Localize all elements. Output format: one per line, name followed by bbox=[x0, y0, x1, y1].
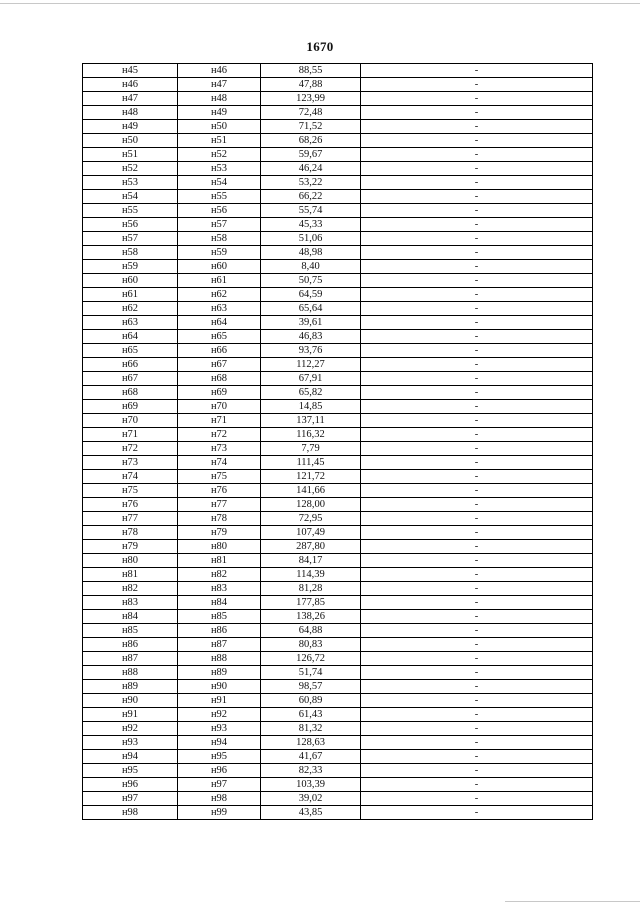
point-from-cell: н65 bbox=[83, 344, 178, 358]
point-to-cell: н49 bbox=[178, 106, 261, 120]
point-from-cell: н79 bbox=[83, 540, 178, 554]
point-to-cell: н72 bbox=[178, 428, 261, 442]
length-cell: 68,26 bbox=[261, 134, 361, 148]
length-cell: 64,59 bbox=[261, 288, 361, 302]
length-cell: 51,06 bbox=[261, 232, 361, 246]
point-from-cell: н46 bbox=[83, 78, 178, 92]
point-to-cell: н85 bbox=[178, 610, 261, 624]
point-from-cell: н93 bbox=[83, 736, 178, 750]
dash-cell: - bbox=[361, 764, 593, 778]
dash-cell: - bbox=[361, 260, 593, 274]
dash-cell: - bbox=[361, 372, 593, 386]
length-cell: 98,57 bbox=[261, 680, 361, 694]
length-cell: 64,88 bbox=[261, 624, 361, 638]
length-cell: 39,61 bbox=[261, 316, 361, 330]
point-from-cell: н63 bbox=[83, 316, 178, 330]
point-to-cell: н82 bbox=[178, 568, 261, 582]
point-from-cell: н73 bbox=[83, 456, 178, 470]
point-from-cell: н90 bbox=[83, 694, 178, 708]
point-from-cell: н86 bbox=[83, 638, 178, 652]
dash-cell: - bbox=[361, 218, 593, 232]
dash-cell: - bbox=[361, 120, 593, 134]
dash-cell: - bbox=[361, 540, 593, 554]
table-row bbox=[83, 316, 593, 330]
table-row bbox=[83, 722, 593, 736]
table-row bbox=[83, 806, 593, 820]
length-cell: 126,72 bbox=[261, 652, 361, 666]
table-row bbox=[83, 78, 593, 92]
length-cell: 114,39 bbox=[261, 568, 361, 582]
table-row bbox=[83, 470, 593, 484]
point-to-cell: н63 bbox=[178, 302, 261, 316]
table-row bbox=[83, 512, 593, 526]
dash-cell: - bbox=[361, 652, 593, 666]
point-to-cell: н74 bbox=[178, 456, 261, 470]
point-from-cell: н96 bbox=[83, 778, 178, 792]
length-cell: 80,83 bbox=[261, 638, 361, 652]
dash-cell: - bbox=[361, 148, 593, 162]
point-to-cell: н81 bbox=[178, 554, 261, 568]
dash-cell: - bbox=[361, 638, 593, 652]
table-row bbox=[83, 134, 593, 148]
table-row bbox=[83, 708, 593, 722]
dash-cell: - bbox=[361, 232, 593, 246]
point-to-cell: н76 bbox=[178, 484, 261, 498]
scan-edge-top bbox=[0, 3, 640, 4]
dash-cell: - bbox=[361, 92, 593, 106]
dash-cell: - bbox=[361, 288, 593, 302]
dash-cell: - bbox=[361, 134, 593, 148]
point-to-cell: н66 bbox=[178, 344, 261, 358]
point-to-cell: н91 bbox=[178, 694, 261, 708]
point-to-cell: н94 bbox=[178, 736, 261, 750]
length-cell: 82,33 bbox=[261, 764, 361, 778]
dash-cell: - bbox=[361, 596, 593, 610]
point-to-cell: н59 bbox=[178, 246, 261, 260]
point-to-cell: н68 bbox=[178, 372, 261, 386]
length-cell: 107,49 bbox=[261, 526, 361, 540]
point-from-cell: н83 bbox=[83, 596, 178, 610]
table-row bbox=[83, 64, 593, 78]
point-to-cell: н60 bbox=[178, 260, 261, 274]
point-from-cell: н82 bbox=[83, 582, 178, 596]
point-to-cell: н93 bbox=[178, 722, 261, 736]
table-row bbox=[83, 428, 593, 442]
point-from-cell: н50 bbox=[83, 134, 178, 148]
dash-cell: - bbox=[361, 568, 593, 582]
length-cell: 128,00 bbox=[261, 498, 361, 512]
point-from-cell: н60 bbox=[83, 274, 178, 288]
dash-cell: - bbox=[361, 512, 593, 526]
table-row bbox=[83, 610, 593, 624]
dash-cell: - bbox=[361, 414, 593, 428]
table-row bbox=[83, 638, 593, 652]
table-row bbox=[83, 666, 593, 680]
point-to-cell: н52 bbox=[178, 148, 261, 162]
table-row bbox=[83, 106, 593, 120]
length-cell: 72,95 bbox=[261, 512, 361, 526]
point-from-cell: н81 bbox=[83, 568, 178, 582]
point-to-cell: н61 bbox=[178, 274, 261, 288]
length-cell: 7,79 bbox=[261, 442, 361, 456]
point-to-cell: н96 bbox=[178, 764, 261, 778]
dash-cell: - bbox=[361, 498, 593, 512]
length-cell: 47,88 bbox=[261, 78, 361, 92]
point-to-cell: н73 bbox=[178, 442, 261, 456]
table-row bbox=[83, 372, 593, 386]
table-row bbox=[83, 498, 593, 512]
length-cell: 50,75 bbox=[261, 274, 361, 288]
page-number: 1670 bbox=[306, 39, 334, 54]
table-row bbox=[83, 456, 593, 470]
point-from-cell: н88 bbox=[83, 666, 178, 680]
table-row bbox=[83, 792, 593, 806]
dash-cell: - bbox=[361, 358, 593, 372]
length-cell: 65,64 bbox=[261, 302, 361, 316]
length-cell: 111,45 bbox=[261, 456, 361, 470]
length-cell: 81,32 bbox=[261, 722, 361, 736]
table-row bbox=[83, 246, 593, 260]
length-cell: 177,85 bbox=[261, 596, 361, 610]
point-from-cell: н95 bbox=[83, 764, 178, 778]
dash-cell: - bbox=[361, 610, 593, 624]
dash-cell: - bbox=[361, 344, 593, 358]
table-row bbox=[83, 400, 593, 414]
table-row bbox=[83, 148, 593, 162]
dash-cell: - bbox=[361, 484, 593, 498]
table-row bbox=[83, 694, 593, 708]
point-from-cell: н70 bbox=[83, 414, 178, 428]
dash-cell: - bbox=[361, 386, 593, 400]
length-cell: 72,48 bbox=[261, 106, 361, 120]
point-from-cell: н45 bbox=[83, 64, 178, 78]
length-cell: 60,89 bbox=[261, 694, 361, 708]
length-cell: 51,74 bbox=[261, 666, 361, 680]
table-row bbox=[83, 386, 593, 400]
length-cell: 123,99 bbox=[261, 92, 361, 106]
dash-cell: - bbox=[361, 204, 593, 218]
point-from-cell: н56 bbox=[83, 218, 178, 232]
table-row bbox=[83, 582, 593, 596]
point-to-cell: н92 bbox=[178, 708, 261, 722]
dash-cell: - bbox=[361, 526, 593, 540]
dash-cell: - bbox=[361, 442, 593, 456]
length-cell: 61,43 bbox=[261, 708, 361, 722]
point-from-cell: н59 bbox=[83, 260, 178, 274]
point-to-cell: н55 bbox=[178, 190, 261, 204]
point-from-cell: н55 bbox=[83, 204, 178, 218]
point-from-cell: н66 bbox=[83, 358, 178, 372]
table-row bbox=[83, 120, 593, 134]
dash-cell: - bbox=[361, 330, 593, 344]
point-from-cell: н74 bbox=[83, 470, 178, 484]
dash-cell: - bbox=[361, 554, 593, 568]
scan-edge-bottom bbox=[505, 901, 640, 902]
dash-cell: - bbox=[361, 428, 593, 442]
point-from-cell: н58 bbox=[83, 246, 178, 260]
point-from-cell: н64 bbox=[83, 330, 178, 344]
length-cell: 65,82 bbox=[261, 386, 361, 400]
point-to-cell: н54 bbox=[178, 176, 261, 190]
table-row bbox=[83, 218, 593, 232]
table-row bbox=[83, 232, 593, 246]
coordinates-table bbox=[82, 63, 593, 820]
table-row bbox=[83, 288, 593, 302]
table-row bbox=[83, 764, 593, 778]
length-cell: 88,55 bbox=[261, 64, 361, 78]
point-to-cell: н97 bbox=[178, 778, 261, 792]
table-row bbox=[83, 92, 593, 106]
point-to-cell: н98 bbox=[178, 792, 261, 806]
table-row bbox=[83, 652, 593, 666]
point-to-cell: н87 bbox=[178, 638, 261, 652]
point-to-cell: н89 bbox=[178, 666, 261, 680]
dash-cell: - bbox=[361, 302, 593, 316]
dash-cell: - bbox=[361, 680, 593, 694]
dash-cell: - bbox=[361, 400, 593, 414]
length-cell: 116,32 bbox=[261, 428, 361, 442]
point-to-cell: н80 bbox=[178, 540, 261, 554]
table-row bbox=[83, 330, 593, 344]
point-to-cell: н95 bbox=[178, 750, 261, 764]
point-from-cell: н53 bbox=[83, 176, 178, 190]
dash-cell: - bbox=[361, 190, 593, 204]
dash-cell: - bbox=[361, 792, 593, 806]
point-from-cell: н57 bbox=[83, 232, 178, 246]
table-row bbox=[83, 750, 593, 764]
table-row bbox=[83, 442, 593, 456]
length-cell: 46,24 bbox=[261, 162, 361, 176]
point-to-cell: н67 bbox=[178, 358, 261, 372]
dash-cell: - bbox=[361, 750, 593, 764]
length-cell: 112,27 bbox=[261, 358, 361, 372]
table-row bbox=[83, 176, 593, 190]
table-row bbox=[83, 414, 593, 428]
point-to-cell: н58 bbox=[178, 232, 261, 246]
table-row bbox=[83, 554, 593, 568]
table-row bbox=[83, 736, 593, 750]
point-to-cell: н88 bbox=[178, 652, 261, 666]
point-from-cell: н85 bbox=[83, 624, 178, 638]
point-to-cell: н83 bbox=[178, 582, 261, 596]
point-to-cell: н56 bbox=[178, 204, 261, 218]
dash-cell: - bbox=[361, 106, 593, 120]
point-from-cell: н67 bbox=[83, 372, 178, 386]
table-row bbox=[83, 540, 593, 554]
dash-cell: - bbox=[361, 176, 593, 190]
dash-cell: - bbox=[361, 778, 593, 792]
length-cell: 93,76 bbox=[261, 344, 361, 358]
point-to-cell: н64 bbox=[178, 316, 261, 330]
length-cell: 84,17 bbox=[261, 554, 361, 568]
dash-cell: - bbox=[361, 694, 593, 708]
length-cell: 141,66 bbox=[261, 484, 361, 498]
table-row bbox=[83, 344, 593, 358]
dash-cell: - bbox=[361, 470, 593, 484]
point-from-cell: н48 bbox=[83, 106, 178, 120]
point-from-cell: н91 bbox=[83, 708, 178, 722]
point-to-cell: н50 bbox=[178, 120, 261, 134]
dash-cell: - bbox=[361, 624, 593, 638]
dash-cell: - bbox=[361, 722, 593, 736]
point-to-cell: н77 bbox=[178, 498, 261, 512]
length-cell: 48,98 bbox=[261, 246, 361, 260]
table-row bbox=[83, 162, 593, 176]
length-cell: 121,72 bbox=[261, 470, 361, 484]
length-cell: 45,33 bbox=[261, 218, 361, 232]
table-row bbox=[83, 302, 593, 316]
length-cell: 14,85 bbox=[261, 400, 361, 414]
length-cell: 67,91 bbox=[261, 372, 361, 386]
length-cell: 103,39 bbox=[261, 778, 361, 792]
point-to-cell: н70 bbox=[178, 400, 261, 414]
point-to-cell: н78 bbox=[178, 512, 261, 526]
point-from-cell: н51 bbox=[83, 148, 178, 162]
table-row bbox=[83, 526, 593, 540]
dash-cell: - bbox=[361, 582, 593, 596]
table-row bbox=[83, 190, 593, 204]
table-row bbox=[83, 680, 593, 694]
length-cell: 71,52 bbox=[261, 120, 361, 134]
table-row bbox=[83, 624, 593, 638]
table-row bbox=[83, 778, 593, 792]
table-row bbox=[83, 484, 593, 498]
point-to-cell: н57 bbox=[178, 218, 261, 232]
point-from-cell: н89 bbox=[83, 680, 178, 694]
point-from-cell: н47 bbox=[83, 92, 178, 106]
length-cell: 287,80 bbox=[261, 540, 361, 554]
point-from-cell: н80 bbox=[83, 554, 178, 568]
dash-cell: - bbox=[361, 736, 593, 750]
point-from-cell: н87 bbox=[83, 652, 178, 666]
point-to-cell: н86 bbox=[178, 624, 261, 638]
length-cell: 55,74 bbox=[261, 204, 361, 218]
point-to-cell: н79 bbox=[178, 526, 261, 540]
point-from-cell: н54 bbox=[83, 190, 178, 204]
dash-cell: - bbox=[361, 666, 593, 680]
dash-cell: - bbox=[361, 274, 593, 288]
table-body bbox=[83, 64, 593, 820]
dash-cell: - bbox=[361, 162, 593, 176]
length-cell: 43,85 bbox=[261, 806, 361, 820]
point-from-cell: н69 bbox=[83, 400, 178, 414]
point-from-cell: н92 bbox=[83, 722, 178, 736]
length-cell: 59,67 bbox=[261, 148, 361, 162]
table-row bbox=[83, 568, 593, 582]
point-from-cell: н49 bbox=[83, 120, 178, 134]
length-cell: 8,40 bbox=[261, 260, 361, 274]
length-cell: 39,02 bbox=[261, 792, 361, 806]
point-to-cell: н69 bbox=[178, 386, 261, 400]
length-cell: 137,11 bbox=[261, 414, 361, 428]
point-from-cell: н97 bbox=[83, 792, 178, 806]
point-to-cell: н99 bbox=[178, 806, 261, 820]
point-from-cell: н68 bbox=[83, 386, 178, 400]
point-from-cell: н75 bbox=[83, 484, 178, 498]
point-to-cell: н71 bbox=[178, 414, 261, 428]
length-cell: 46,83 bbox=[261, 330, 361, 344]
point-to-cell: н90 bbox=[178, 680, 261, 694]
point-from-cell: н62 bbox=[83, 302, 178, 316]
table-row bbox=[83, 260, 593, 274]
point-to-cell: н62 bbox=[178, 288, 261, 302]
dash-cell: - bbox=[361, 64, 593, 78]
table-row bbox=[83, 358, 593, 372]
dash-cell: - bbox=[361, 708, 593, 722]
point-to-cell: н84 bbox=[178, 596, 261, 610]
length-cell: 138,26 bbox=[261, 610, 361, 624]
point-to-cell: н51 bbox=[178, 134, 261, 148]
dash-cell: - bbox=[361, 806, 593, 820]
point-from-cell: н72 bbox=[83, 442, 178, 456]
point-to-cell: н65 bbox=[178, 330, 261, 344]
length-cell: 53,22 bbox=[261, 176, 361, 190]
length-cell: 41,67 bbox=[261, 750, 361, 764]
point-from-cell: н76 bbox=[83, 498, 178, 512]
dash-cell: - bbox=[361, 78, 593, 92]
point-from-cell: н84 bbox=[83, 610, 178, 624]
table-row bbox=[83, 204, 593, 218]
point-from-cell: н78 bbox=[83, 526, 178, 540]
dash-cell: - bbox=[361, 316, 593, 330]
dash-cell: - bbox=[361, 246, 593, 260]
point-from-cell: н77 bbox=[83, 512, 178, 526]
length-cell: 66,22 bbox=[261, 190, 361, 204]
point-from-cell: н94 bbox=[83, 750, 178, 764]
point-to-cell: н53 bbox=[178, 162, 261, 176]
point-to-cell: н75 bbox=[178, 470, 261, 484]
length-cell: 81,28 bbox=[261, 582, 361, 596]
point-from-cell: н98 bbox=[83, 806, 178, 820]
table-row bbox=[83, 596, 593, 610]
point-to-cell: н48 bbox=[178, 92, 261, 106]
point-from-cell: н61 bbox=[83, 288, 178, 302]
point-from-cell: н71 bbox=[83, 428, 178, 442]
table-row bbox=[83, 274, 593, 288]
length-cell: 128,63 bbox=[261, 736, 361, 750]
point-from-cell: н52 bbox=[83, 162, 178, 176]
point-to-cell: н47 bbox=[178, 78, 261, 92]
dash-cell: - bbox=[361, 456, 593, 470]
point-to-cell: н46 bbox=[178, 64, 261, 78]
